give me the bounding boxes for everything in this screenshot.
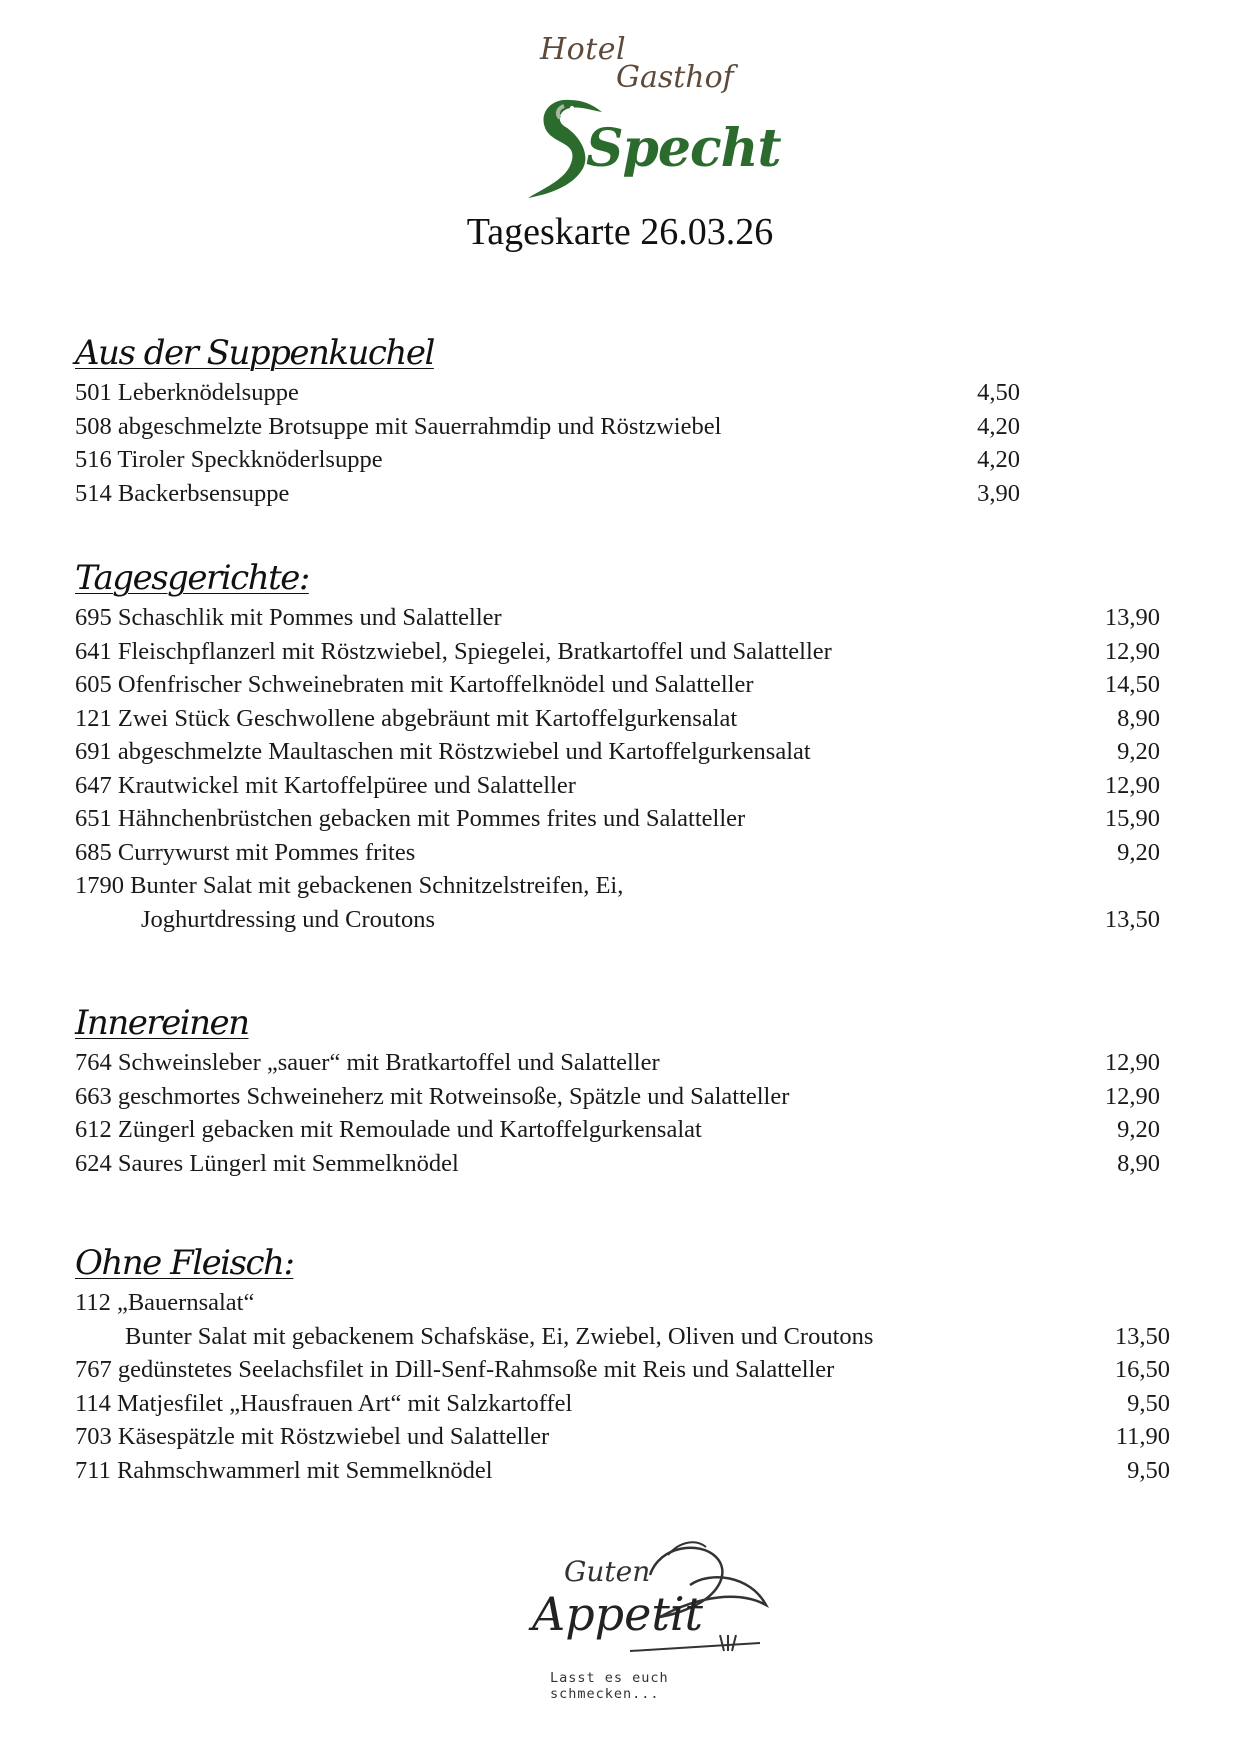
menu-item: [75, 1113, 1195, 1147]
section-soups: [75, 330, 1195, 510]
menu-item: [75, 477, 1195, 511]
menu-item-text: 647 Krautwickel mit Kartoffelpüree und Salatteller: [75, 771, 576, 799]
menu-item-price: 3,90: [977, 479, 1020, 507]
menu-item-text: 605 Ofenfrischer Schweinebraten mit Kartoffelknödel und Salatteller: [75, 671, 754, 698]
section-daily-dishes: [75, 555, 1195, 936]
menu-item: [75, 1387, 1195, 1421]
menu-item: [75, 668, 1195, 702]
menu-item-text: 711 Rahmschwammerl mit Semmelknödel: [75, 1456, 493, 1484]
section-heading: Tagesgerichte:: [75, 558, 309, 598]
menu-item-text: 651 Hähnchenbrüstchen gebacken mit Pommes frites und Salatteller: [75, 805, 746, 832]
footer-guten-appetit: [520, 1535, 780, 1705]
menu-item-text: 641 Fleischpflanzerl mit Röstzwiebel, Spiegelei, Bratkartoffel und Salatteller: [75, 637, 832, 665]
menu-item-text: Bunter Salat mit gebackenem Schafskäse, Ei, Zwiebel, Oliven und Croutons: [125, 1322, 874, 1350]
menu-item-price: 12,90: [1104, 1049, 1160, 1076]
menu-item-price: 14,50: [1104, 671, 1160, 698]
menu-item-text: 121 Zwei Stück Geschwollene abgebräunt mit Kartoffelgurkensalat: [75, 704, 738, 732]
menu-item: [75, 635, 1195, 669]
menu-item-text: 1790 Bunter Salat mit gebackenen Schnitzelstreifen, Ei,: [75, 872, 624, 899]
menu-item-price: 12,90: [1104, 637, 1160, 665]
section-heading: Innereinen: [75, 1003, 249, 1043]
menu-item: [75, 802, 1195, 836]
menu-item-price: 13,50: [1104, 905, 1160, 933]
menu-item: [75, 443, 1195, 477]
menu-item: [75, 836, 1195, 870]
menu-item-text: 514 Backerbsensuppe: [75, 479, 290, 507]
menu-item-price: 9,50: [1127, 1456, 1170, 1484]
page-title: Tageskarte 26.03.26: [466, 211, 774, 253]
menu-item-price: 11,90: [1115, 1423, 1170, 1450]
menu-item-price: 4,50: [977, 379, 1020, 406]
menu-item-text: 508 abgeschmelzte Brotsuppe mit Sauerrahmdip und Röstzwiebel: [75, 412, 722, 440]
menu-item-price: 9,20: [1117, 1116, 1160, 1143]
menu-item-continuation: [75, 903, 1195, 937]
menu-item-price: 9,20: [1117, 838, 1160, 866]
menu-item-text: Joghurtdressing und Croutons: [141, 905, 435, 933]
menu-item: [75, 1353, 1195, 1387]
menu-item-text: 112 „Bauernsalat“: [75, 1289, 255, 1316]
logo-hotel-text: Hotel: [540, 32, 627, 67]
menu-item: [75, 1454, 1195, 1488]
menu-item-text: 663 geschmortes Schweineherz mit Rotweinsoße, Spätzle und Salatteller: [75, 1082, 790, 1110]
footer-tagline: Lasst es euch schmecken...: [550, 1670, 669, 1702]
menu-item: [75, 1046, 1195, 1080]
menu-item: [75, 1080, 1195, 1114]
logo-specht-text: Specht: [586, 118, 781, 179]
menu-item-continuation: [75, 1320, 1195, 1354]
hotel-logo: [520, 30, 781, 190]
menu-item: [75, 869, 1195, 903]
menu-item-text: 516 Tiroler Speckknöderlsuppe: [75, 446, 383, 473]
menu-item-price: 4,20: [977, 446, 1020, 473]
menu-item-text: 624 Saures Lüngerl mit Semmelknödel: [75, 1149, 459, 1177]
menu-item-text: 501 Leberknödelsuppe: [75, 379, 299, 406]
menu-item: [75, 410, 1195, 444]
menu-item-text: 767 gedünstetes Seelachsfilet in Dill-Senf-Rahmsoße mit Reis und Salatteller: [75, 1356, 835, 1383]
menu-item: [75, 1147, 1195, 1181]
menu-item: [75, 1286, 1195, 1320]
menu-item: [75, 376, 1195, 410]
menu-item-price: 13,50: [1114, 1322, 1170, 1350]
section-heading: Aus der Suppenkuchel: [75, 333, 434, 373]
menu-item-price: 12,90: [1104, 771, 1160, 799]
menu-item-text: 685 Currywurst mit Pommes frites: [75, 838, 416, 866]
logo-gasthof-text: Gasthof: [616, 60, 734, 95]
menu-item: [75, 735, 1195, 769]
menu-item-text: 114 Matjesfilet „Hausfrauen Art“ mit Salzkartoffel: [75, 1389, 573, 1417]
menu-item-price: 4,20: [977, 412, 1020, 440]
menu-item-text: 695 Schaschlik mit Pommes und Salatteller: [75, 604, 502, 631]
section-meatless: [75, 1240, 1195, 1487]
menu-item-text: 612 Züngerl gebacken mit Remoulade und Kartoffelgurkensalat: [75, 1116, 702, 1143]
menu-item-price: 9,50: [1127, 1389, 1170, 1417]
menu-item-text: 764 Schweinsleber „sauer“ mit Bratkartoffel und Salatteller: [75, 1049, 660, 1076]
menu-item: [75, 769, 1195, 803]
footer-appetit-text: Appetit: [532, 1587, 704, 1641]
footer-guten-text: Guten: [564, 1555, 651, 1588]
menu-item-price: 8,90: [1117, 1149, 1160, 1177]
menu-item-price: 12,90: [1104, 1082, 1160, 1110]
section-heading: Ohne Fleisch:: [75, 1243, 294, 1283]
section-innards: [75, 1000, 1195, 1180]
menu-item-price: 13,90: [1104, 604, 1160, 631]
menu-item-text: 691 abgeschmelzte Maultaschen mit Röstzwiebel und Kartoffelgurkensalat: [75, 738, 811, 765]
menu-item-price: 9,20: [1117, 738, 1160, 765]
menu-item: [75, 702, 1195, 736]
menu-item: [75, 601, 1195, 635]
menu-item-price: 15,90: [1104, 805, 1160, 832]
menu-item: [75, 1420, 1195, 1454]
menu-item-price: 16,50: [1114, 1356, 1170, 1383]
menu-item-text: 703 Käsespätzle mit Röstzwiebel und Salatteller: [75, 1423, 550, 1450]
menu-item-price: 8,90: [1117, 704, 1160, 732]
